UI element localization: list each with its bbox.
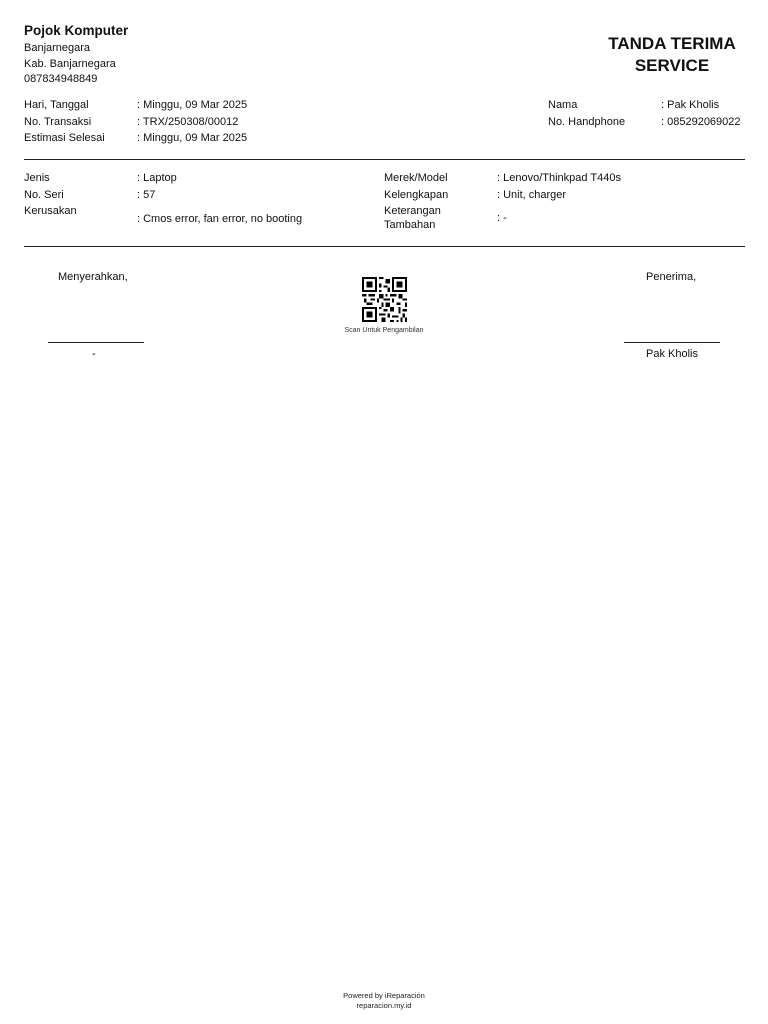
- device-notes-value: : -: [497, 212, 507, 224]
- document-title-line-2: SERVICE: [634, 56, 710, 75]
- shop-phone: 087834948849: [24, 73, 98, 85]
- device-serial-value: : 57: [137, 189, 156, 201]
- transaction-number-label: No. Transaksi: [24, 116, 92, 128]
- device-accessories-label: Kelengkapan: [384, 189, 449, 201]
- shop-city: Banjarnegara: [24, 42, 91, 54]
- divider-top: [24, 159, 745, 160]
- receiver-signature-line: [624, 342, 720, 343]
- customer-name-label: Nama: [548, 99, 578, 111]
- handover-name: -: [92, 348, 96, 360]
- document-title-line-1: TANDA TERIMA: [608, 34, 736, 53]
- estimate-value: : Minggu, 09 Mar 2025: [137, 132, 248, 144]
- device-brand-value: : Lenovo/Thinkpad T440s: [497, 172, 621, 184]
- device-accessories-value: : Unit, charger: [497, 189, 567, 201]
- device-type-value: : Laptop: [137, 172, 177, 184]
- device-damage-label: Kerusakan: [24, 205, 77, 217]
- handover-signature-line: [48, 342, 144, 343]
- shop-regency: Kab. Banjarnegara: [24, 58, 116, 70]
- document-title: [590, 33, 754, 77]
- customer-name-value: : Pak Kholis: [661, 99, 720, 111]
- device-damage-value: : Cmos error, fan error, no booting: [137, 213, 303, 225]
- device-brand-label: Merek/Model: [384, 172, 448, 184]
- transaction-date-label: Hari, Tanggal: [24, 99, 89, 111]
- transaction-number-value: : TRX/250308/00012: [137, 116, 239, 128]
- receiver-label: Penerima,: [646, 271, 697, 283]
- customer-phone-value: : 085292069022: [661, 116, 741, 128]
- customer-phone-label: No. Handphone: [548, 116, 626, 128]
- qr-caption: Scan Untuk Pengambilan: [344, 327, 424, 334]
- device-type-label: Jenis: [24, 172, 50, 184]
- shop-name: Pojok Komputer: [24, 23, 129, 38]
- device-serial-label: No. Seri: [24, 189, 64, 201]
- estimate-label: Estimasi Selesai: [24, 132, 105, 144]
- qr-code-icon: [362, 277, 407, 322]
- receiver-name: Pak Kholis: [646, 348, 698, 360]
- footer-site: reparacion.my.id: [356, 1001, 412, 1010]
- handover-label: Menyerahkan,: [58, 271, 128, 283]
- device-notes-label-1: Keterangan: [384, 205, 441, 217]
- device-notes-label-2: Tambahan: [384, 219, 436, 231]
- divider-bottom: [24, 246, 745, 247]
- transaction-date-value: : Minggu, 09 Mar 2025: [137, 99, 248, 111]
- footer-powered-by: Powered by iReparación: [343, 991, 425, 1000]
